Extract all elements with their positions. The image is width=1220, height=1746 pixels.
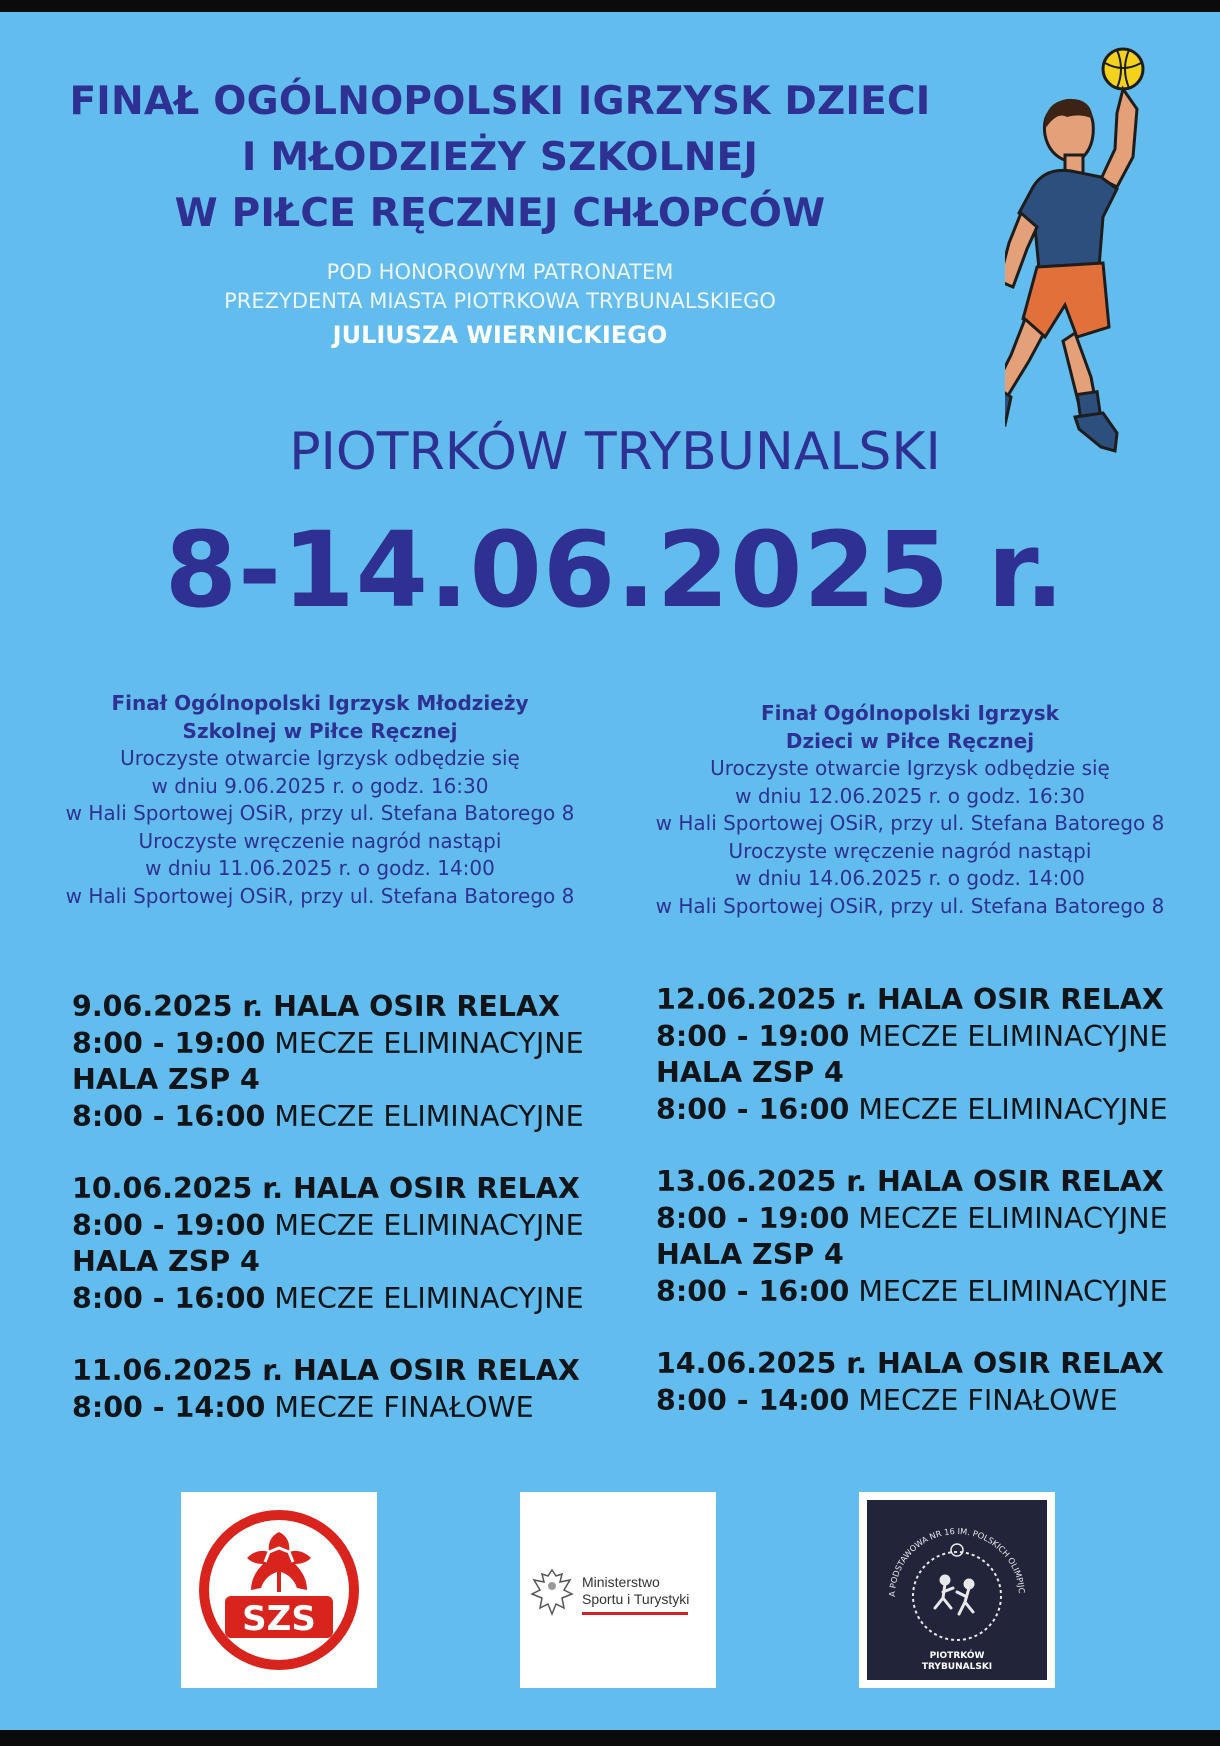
info-line: w dniu 12.06.2025 r. o godz. 16:30 (735, 783, 1085, 808)
schedule-right (656, 982, 1168, 1419)
info-line: Uroczyste wręczenie nagród nastąpi (728, 838, 1092, 863)
szs-logo (181, 1492, 377, 1688)
schedule-day (656, 1346, 1168, 1419)
patron-name: JULIUSZA WIERNICKIEGO (332, 321, 668, 349)
slot-desc: MECZE ELIMINACYJNE (274, 1281, 584, 1315)
hall-name: HALA ZSP 4 (72, 1245, 260, 1278)
poster (0, 12, 1220, 1730)
polish-eagle-icon (530, 1564, 574, 1620)
info-line: w Hali Sportowej OSiR, przy ul. Stefana Batorego 8 (655, 811, 1165, 835)
info-children-final (640, 700, 1180, 920)
slot-desc: MECZE ELIMINACYJNE (858, 1274, 1168, 1308)
slot-desc: MECZE ELIMINACYJNE (274, 1099, 584, 1133)
slot-desc: MECZE ELIMINACYJNE (274, 1026, 584, 1060)
ministry-red-bar (582, 1612, 688, 1615)
info-line: Uroczyste wręczenie nagród nastąpi (138, 828, 502, 853)
slot-time: 8:00 - 14:00 (656, 1383, 850, 1417)
slot-time: 8:00 - 16:00 (656, 1092, 850, 1126)
schedule-left (72, 989, 584, 1426)
day-header: 9.06.2025 r. HALA OSIR RELAX (72, 990, 561, 1023)
info-line: Uroczyste otwarcie Igrzysk odbędzie się (710, 756, 1110, 780)
szs-eagle-emblem-icon (181, 1492, 377, 1688)
school-city-line-2: TRYBUNALSKI (921, 1662, 993, 1672)
schedule-day (72, 1171, 584, 1317)
school-city-line-1: PIOTRKÓW (929, 1651, 985, 1661)
ministry-line-1: Ministerstwo (582, 1574, 660, 1590)
patron-line-2: PREZYDENTA MIASTA PIOTRKOWA TRYBUNALSKIEGO (224, 289, 776, 313)
slot-desc: MECZE FINAŁOWE (858, 1383, 1118, 1417)
info-line: w Hali Sportowej OSiR, przy ul. Stefana Batorego 8 (65, 883, 575, 908)
ministry-line-2: Sportu i Turystyki (582, 1591, 690, 1607)
slot-desc: MECZE ELIMINACYJNE (858, 1019, 1168, 1053)
event-title (20, 74, 980, 242)
hall-name: HALA ZSP 4 (656, 1056, 844, 1089)
slot-desc: MECZE ELIMINACYJNE (274, 1208, 584, 1242)
schedule-day (656, 1164, 1168, 1310)
handball-ball-icon (1103, 49, 1143, 89)
info-line: w dniu 11.06.2025 r. o godz. 14:00 (145, 856, 495, 880)
slot-time: 8:00 - 19:00 (72, 1208, 266, 1242)
info-heading-line: Szkolnej w Piłce Ręcznej (182, 718, 458, 743)
schedule-day (656, 982, 1168, 1128)
slot-desc: MECZE ELIMINACYJNE (858, 1092, 1168, 1126)
info-youth-final (40, 690, 600, 910)
hall-name: HALA ZSP 4 (72, 1063, 260, 1096)
schedule-day (72, 1353, 584, 1426)
event-dates: 8-14.06.2025 r. (164, 509, 1066, 631)
info-heading-line: Dzieci w Piłce Ręcznej (785, 728, 1035, 753)
slot-time: 8:00 - 16:00 (72, 1281, 266, 1315)
slot-desc: MECZE FINAŁOWE (274, 1390, 534, 1424)
day-header: 12.06.2025 r. HALA OSIR RELAX (656, 983, 1164, 1016)
city-name: PIOTRKÓW TRYBUNALSKI (289, 422, 941, 482)
info-heading-line: Finał Ogólnopolski Igrzysk (761, 701, 1059, 725)
slot-time: 8:00 - 19:00 (656, 1201, 850, 1235)
patronage-block (80, 258, 920, 354)
slot-time: 8:00 - 14:00 (72, 1390, 266, 1424)
hall-name: HALA ZSP 4 (656, 1238, 844, 1271)
title-line-1: FINAŁ OGÓLNOPOLSKI IGRZYSK DZIECI (69, 79, 931, 124)
info-line: w dniu 14.06.2025 r. o godz. 14:00 (735, 866, 1085, 890)
schedule-day (72, 989, 584, 1135)
slot-desc: MECZE ELIMINACYJNE (858, 1201, 1168, 1235)
ministry-logo (520, 1492, 716, 1688)
slot-time: 8:00 - 16:00 (656, 1274, 850, 1308)
title-line-3: W PIŁCE RĘCZNEJ CHŁOPCÓW (174, 191, 826, 236)
day-header: 14.06.2025 r. HALA OSIR RELAX (656, 1347, 1164, 1380)
szs-logo-text: SZS (242, 1599, 316, 1639)
school-ring-text: A PODSTAWOWA NR 16 IM. POLSKICH OLIMPIJC (886, 1525, 1027, 1597)
day-header: 11.06.2025 r. HALA OSIR RELAX (72, 1354, 580, 1387)
info-line: w Hali Sportowej OSiR, przy ul. Stefana Batorego 8 (65, 801, 575, 825)
info-line: w dniu 9.06.2025 r. o godz. 16:30 (151, 773, 489, 798)
day-header: 13.06.2025 r. HALA OSIR RELAX (656, 1165, 1164, 1198)
slot-time: 8:00 - 19:00 (72, 1026, 266, 1060)
day-header: 10.06.2025 r. HALA OSIR RELAX (72, 1172, 580, 1205)
school-badge (859, 1492, 1055, 1688)
title-line-2: I MŁODZIEŻY SZKOLNEJ (241, 135, 759, 180)
patron-line-1: POD HONOROWYM PATRONATEM (326, 260, 674, 284)
info-line: Uroczyste otwarcie Igrzysk odbędzie się (120, 746, 520, 770)
school-logo (859, 1492, 1055, 1688)
info-line: w Hali Sportowej OSiR, przy ul. Stefana Batorego 8 (655, 893, 1165, 918)
ministry-name (582, 1574, 689, 1608)
slot-time: 8:00 - 19:00 (656, 1019, 850, 1053)
info-heading-line: Finał Ogólnopolski Igrzysk Młodzieży (111, 691, 529, 715)
slot-time: 8:00 - 16:00 (72, 1099, 266, 1133)
